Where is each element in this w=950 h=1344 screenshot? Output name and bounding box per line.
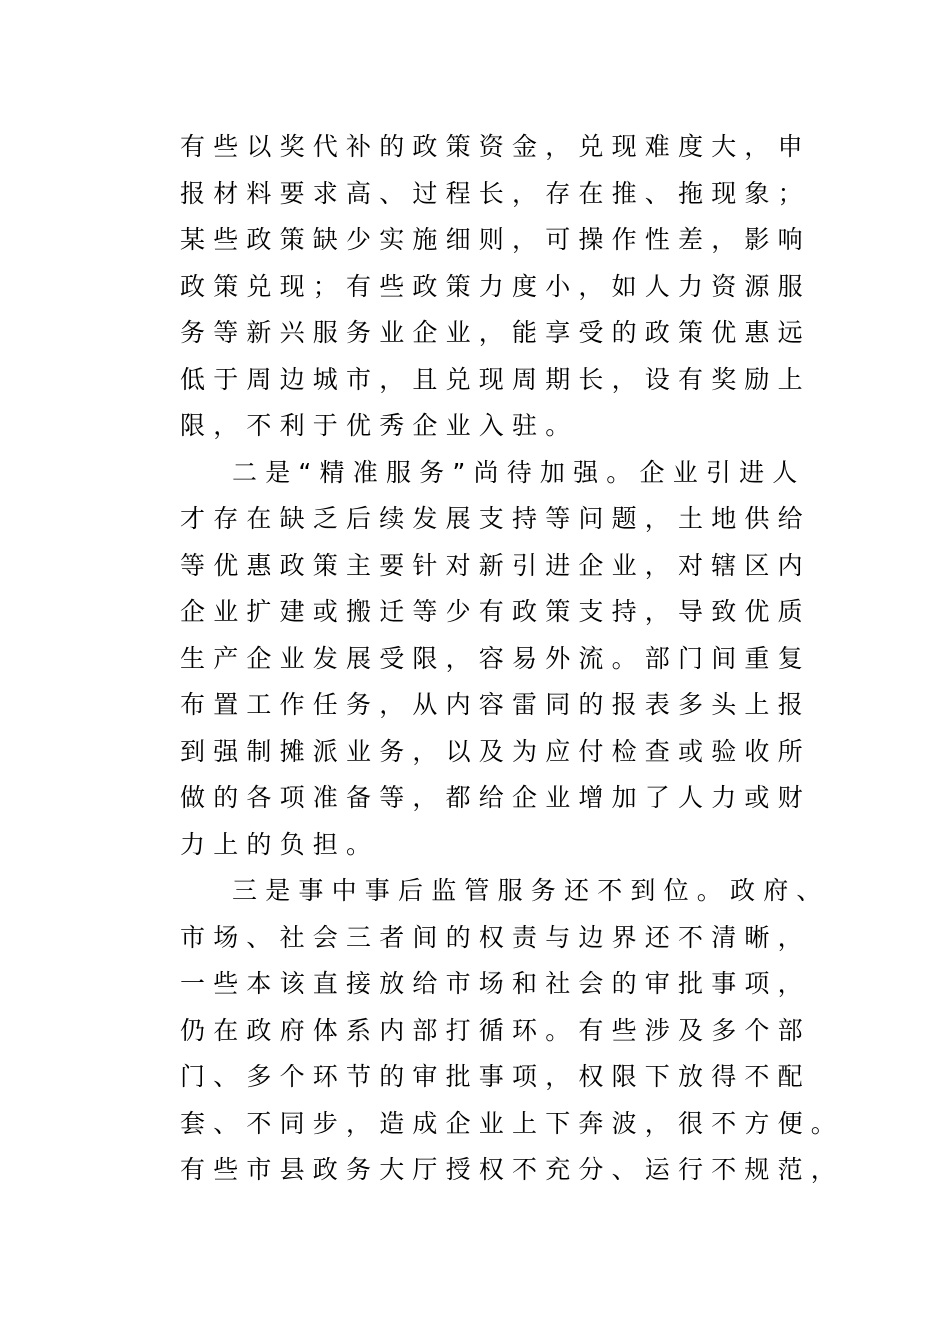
- text-line: 等优惠政策主要针对新引进企业，对辖区内: [180, 550, 811, 580]
- text-line: 门、多个环节的审批事项，权限下放得不配: [180, 1062, 811, 1091]
- text-line: 务等新兴服务业企业，能享受的政策优惠远: [180, 318, 811, 347]
- text-line: 有些市县政务大厅授权不充分、运行不规范，: [180, 1155, 845, 1184]
- text-line: 限，不利于优秀企业入驻。: [180, 411, 579, 440]
- text-line: 一些本该直接放给市场和社会的审批事项，: [180, 969, 811, 998]
- text-line: 做的各项准备等，都给企业增加了人力或财: [180, 783, 811, 812]
- text-line: 政策兑现；有些政策力度小，如人力资源服: [180, 271, 811, 301]
- text-line: 低于周边城市，且兑现周期长，设有奖励上: [180, 364, 811, 394]
- text-line: 才存在缺乏后续发展支持等问题，土地供给: [180, 504, 811, 533]
- text-line: 到强制摊派业务，以及为应付检查或验收所: [180, 736, 811, 766]
- text-line: 仍在政府体系内部打循环。有些涉及多个部: [180, 1015, 811, 1045]
- text-line: 某些政策缺少实施细则，可操作性差，影响: [180, 225, 811, 254]
- text-line: 企业扩建或搬迁等少有政策支持，导致优质: [180, 597, 811, 626]
- text-line: 有些以奖代补的政策资金，兑现难度大，申: [180, 132, 811, 161]
- text-line: 生产企业发展受限，容易外流。部门间重复: [180, 643, 811, 673]
- text-line: 力上的负担。: [180, 829, 380, 859]
- paragraph-heading-line: 三是事中事后监管服务还不到位。政府、: [232, 876, 830, 905]
- text-line: 布置工作任务，从内容雷同的报表多头上报: [180, 690, 811, 719]
- text-line: 套、不同步，造成企业上下奔波，很不方便。: [180, 1108, 845, 1138]
- text-line: 报材料要求高、过程长，存在推、拖现象；: [180, 178, 811, 208]
- text-line: 市场、社会三者间的权责与边界还不清晰，: [180, 922, 811, 952]
- body-text: [180, 124, 880, 1194]
- paragraph-heading-line: 二是“精准服务”尚待加强。企业引进人: [232, 457, 806, 487]
